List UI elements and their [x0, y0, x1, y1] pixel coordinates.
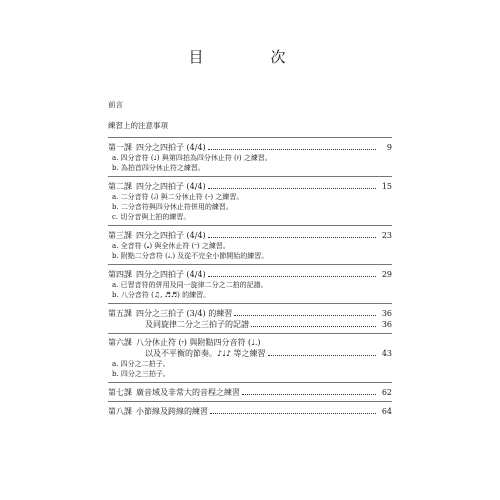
- sub-item: a. 全音符 (𝅝) 與全休止符 (𝄻) 之練習。: [112, 242, 230, 250]
- dot-leader: [210, 406, 376, 414]
- lesson-5-continuation-row: [108, 319, 392, 330]
- sub-item: b. 八分音符 (♫, ♬♬) 的練習。: [112, 291, 211, 299]
- lesson-4-heading-row: [108, 269, 392, 280]
- page-number: 64: [381, 407, 392, 416]
- dot-leader: [251, 319, 376, 327]
- sub-item: a. 四分之二拍子。: [112, 360, 170, 368]
- page-number: 36: [381, 320, 392, 329]
- lesson-label: 第三課: [108, 231, 132, 240]
- lesson-label: 第八課: [108, 407, 132, 416]
- lesson-7: [108, 382, 392, 398]
- lesson-heading: 八分休止符 (𝄾) 與附點四分音符 (♩.): [136, 338, 261, 347]
- dot-leader: [268, 348, 376, 356]
- sub-item: b. 附點二分音符 (𝅗𝅥.) 及從不完全小節開始的練習。: [112, 252, 269, 260]
- dot-leader: [234, 308, 376, 316]
- sub-item: b. 四分之三拍子。: [112, 370, 170, 378]
- sub-item: a. 已習音符的併用及同一旋律二分之二拍的記譜。: [112, 281, 268, 289]
- lesson-label: 第五課: [108, 309, 132, 318]
- sub-item: a. 二分音符 (𝅗𝅥) 與二分休止符 (𝄼) 之練習。: [112, 193, 244, 201]
- lesson-heading: 廣音域及非常大的音程之練習: [136, 388, 240, 397]
- page-number: 15: [381, 182, 392, 191]
- lesson-list: [108, 137, 392, 420]
- lesson-5-heading-row: [108, 308, 392, 319]
- lesson-label: 第一課: [108, 143, 132, 152]
- page-number: 36: [381, 309, 392, 318]
- sub-item: b. 為拍首四分休止符之練習。: [112, 164, 205, 172]
- lesson-heading: 四分之四拍子 (4/4): [136, 143, 206, 152]
- lesson-heading-continuation: 及同旋律二分之三拍子的記譜: [145, 320, 249, 329]
- lesson-heading: 四分之三拍子 (3/4) 的練習: [136, 309, 233, 318]
- lesson-3: [108, 225, 392, 261]
- page-number: 9: [386, 143, 392, 152]
- sub-item: b. 二分音符與四分休止符併用的練習。: [112, 203, 233, 211]
- lesson-label: 第二課: [108, 182, 132, 191]
- page-title: 目 次: [188, 48, 312, 66]
- lesson-label: 第七課: [108, 388, 132, 397]
- lesson-8-heading-row: [108, 406, 392, 417]
- dot-leader: [208, 230, 376, 238]
- lesson-6-heading-row: [108, 338, 392, 348]
- lesson-1: [108, 137, 392, 173]
- lesson-6: [108, 333, 392, 379]
- dot-leader: [242, 387, 376, 395]
- lesson-heading: 小節線及跨線的練習: [136, 407, 208, 416]
- lesson-4: [108, 264, 392, 300]
- page-number: 29: [381, 270, 392, 279]
- lesson-7-heading-row: [108, 387, 392, 398]
- lesson-label: 第六課: [108, 338, 132, 347]
- lesson-1-heading-row: [108, 142, 392, 153]
- practice-notes-entry: 練習上的注意事項: [108, 121, 168, 130]
- preface-entry: 前言: [108, 100, 123, 109]
- dot-leader: [208, 142, 376, 150]
- page-number: 62: [381, 388, 392, 397]
- sub-item: c. 切分音與上拍的練習。: [112, 213, 191, 221]
- lesson-heading-continuation: 以及不平衡的節奏。♪♩♪ 等之練習: [145, 349, 266, 358]
- lesson-heading: 四分之四拍子 (4/4): [136, 182, 206, 191]
- lesson-heading: 四分之四拍子 (4/4): [136, 231, 206, 240]
- dot-leader: [208, 181, 376, 189]
- sub-item: a. 四分音符 (♩) 與第四拍為四分休止符 (𝄽) 之練習。: [112, 154, 272, 162]
- page-number: 23: [381, 231, 392, 240]
- lesson-6-heading-row-2: [108, 348, 392, 359]
- lesson-label: 第四課: [108, 270, 132, 279]
- lesson-2: [108, 176, 392, 222]
- lesson-2-heading-row: [108, 181, 392, 192]
- lesson-8: [108, 401, 392, 417]
- lesson-5: [108, 303, 392, 330]
- dot-leader: [208, 269, 376, 277]
- page-number: 43: [381, 349, 392, 358]
- lesson-heading: 四分之四拍子 (4/4): [136, 270, 206, 279]
- lesson-3-heading-row: [108, 230, 392, 241]
